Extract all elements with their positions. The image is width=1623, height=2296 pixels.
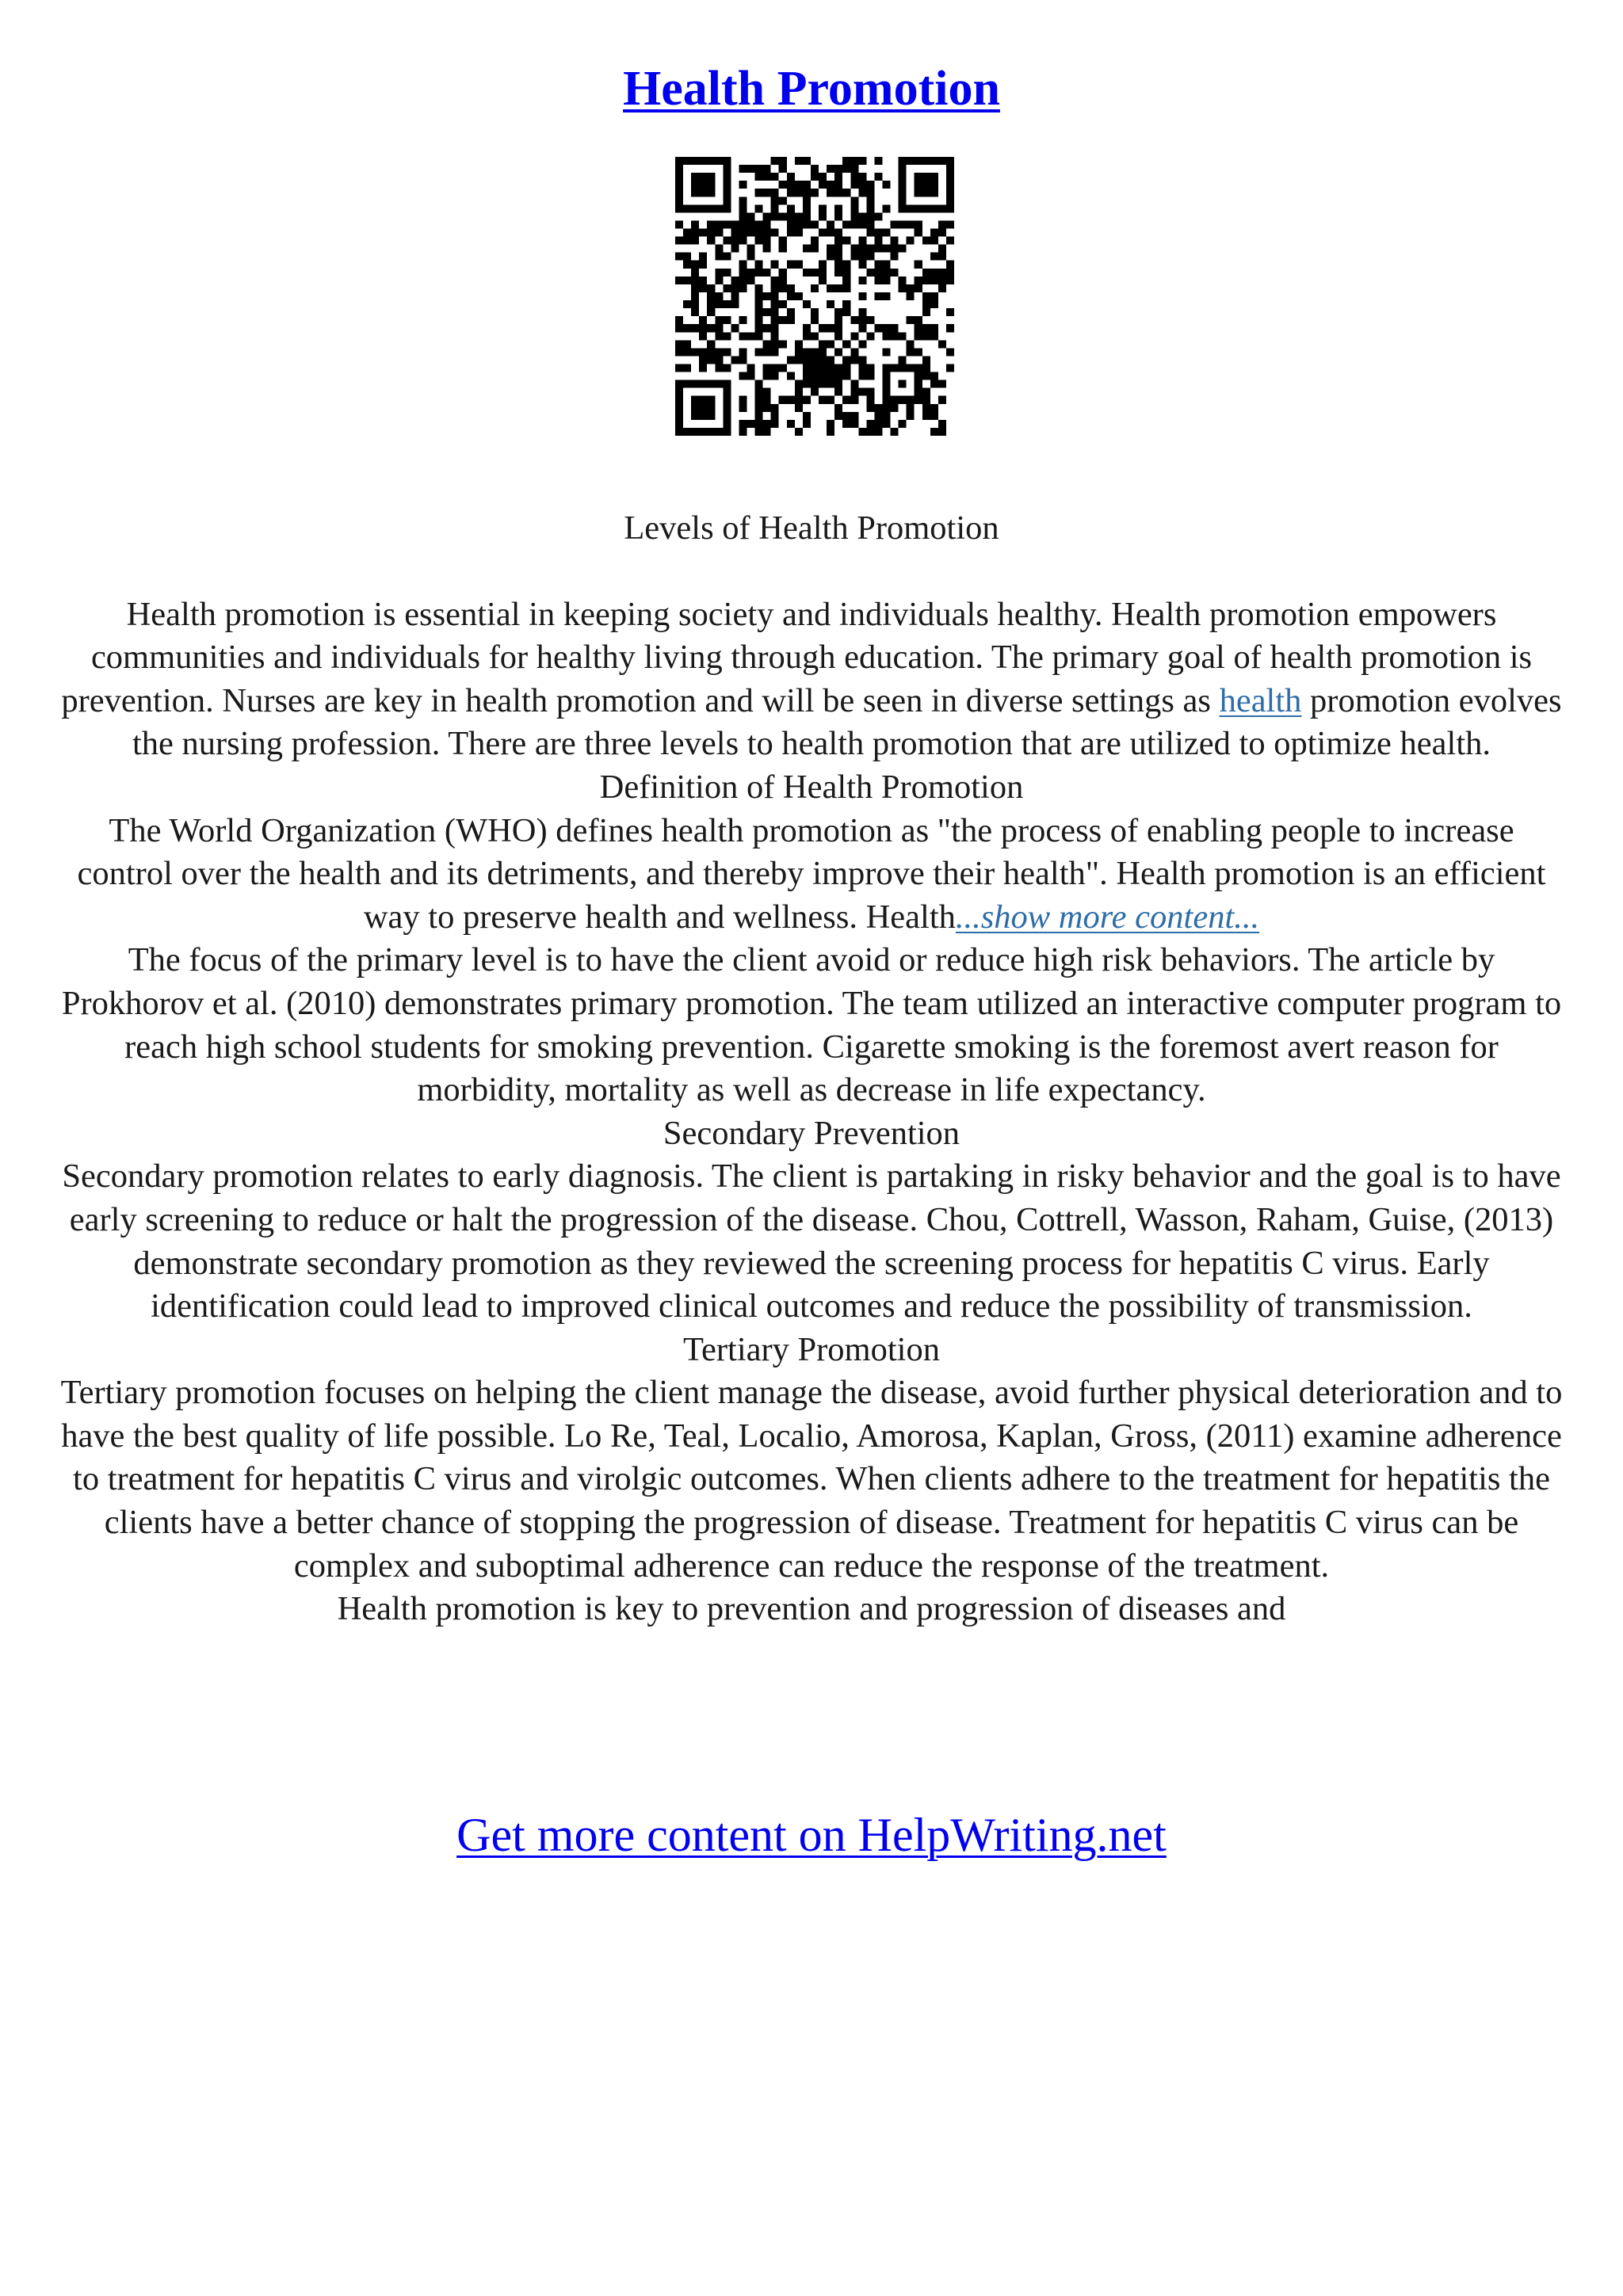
document-body	[57, 507, 1566, 1631]
closing-paragraph: Health promotion is key to prevention and progression of diseases and	[337, 1590, 1286, 1628]
footer-link-container	[0, 1805, 1623, 1865]
show-more-link[interactable]: ...show more content...	[955, 898, 1260, 936]
tertiary-paragraph: Tertiary promotion focuses on helping the client manage the disease, avoid further physical deterioration and to have the best quality of life possible. Lo Re, Teal, Localio, Amorosa, Kaplan, Gross, (2011) examine adherence to treatment for hepatitis C virus and virolgic outcomes. When clients adhere to the treatment for hepatitis the clients have a better chance of stopping the progression of disease. Treatment for hepatitis C virus can be complex and suboptimal adherence can reduce the response of the treatment.	[60, 1374, 1563, 1585]
helpwriting-link[interactable]: Get more content on HelpWriting.net	[456, 1809, 1167, 1861]
intro-paragraph	[57, 593, 1566, 766]
secondary-heading: Secondary Prevention	[663, 1114, 960, 1152]
secondary-paragraph: Secondary promotion relates to early diagnosis. The client is partaking in risky behavior and the goal is to have early screening to reduce or halt the progression of the disease. Chou, Cottrell, Wasson, Raham, Guise, (2013) demonstrate secondary promotion as they reviewed the screening process for hepatitis C virus. Early identification could lead to improved clinical outcomes and reduce the possibility of transmission.	[62, 1158, 1561, 1325]
definition-heading: Definition of Health Promotion	[599, 768, 1024, 806]
tertiary-heading: Tertiary Promotion	[683, 1330, 940, 1368]
primary-paragraph: The focus of the primary level is to have the client avoid or reduce high risk behaviors. The article by Prokhorov et al. (2010) demonstrates primary promotion. The team utilized an interactive computer program to reach high school students for smoking prevention. Cigarette smoking is the foremost avert reason for morbidity, mortality as well as decrease in life expectancy.	[61, 941, 1562, 1109]
intro-text-end: promotion evolves the nursing profession. There are three levels to health promotion that are utilized to optimize health.	[132, 681, 1562, 763]
intro-text-start: Health promotion is essential in keeping society and individuals healthy. Health promotion empowers communities and individuals for healthy living through education. The primary goal of health promotion is prevention. Nurses are key in health promotion and will be seen in diverse settings as	[61, 595, 1533, 719]
qr-code-icon	[675, 157, 954, 436]
definition-text: The World Organization (WHO) defines health promotion as "the process of enabling people to increase control over the health and its detriments, and thereby improve their health". Health promotion is an efficient way to preserve health and wellness. Health	[77, 811, 1546, 936]
title-link[interactable]: Health Promotion	[623, 62, 1000, 116]
definition-paragraph	[57, 810, 1566, 940]
health-link[interactable]: health	[1219, 681, 1302, 719]
document-title	[0, 57, 1623, 120]
qr-code-graphic	[675, 157, 954, 436]
document-subtitle: Levels of Health Promotion	[624, 509, 999, 547]
